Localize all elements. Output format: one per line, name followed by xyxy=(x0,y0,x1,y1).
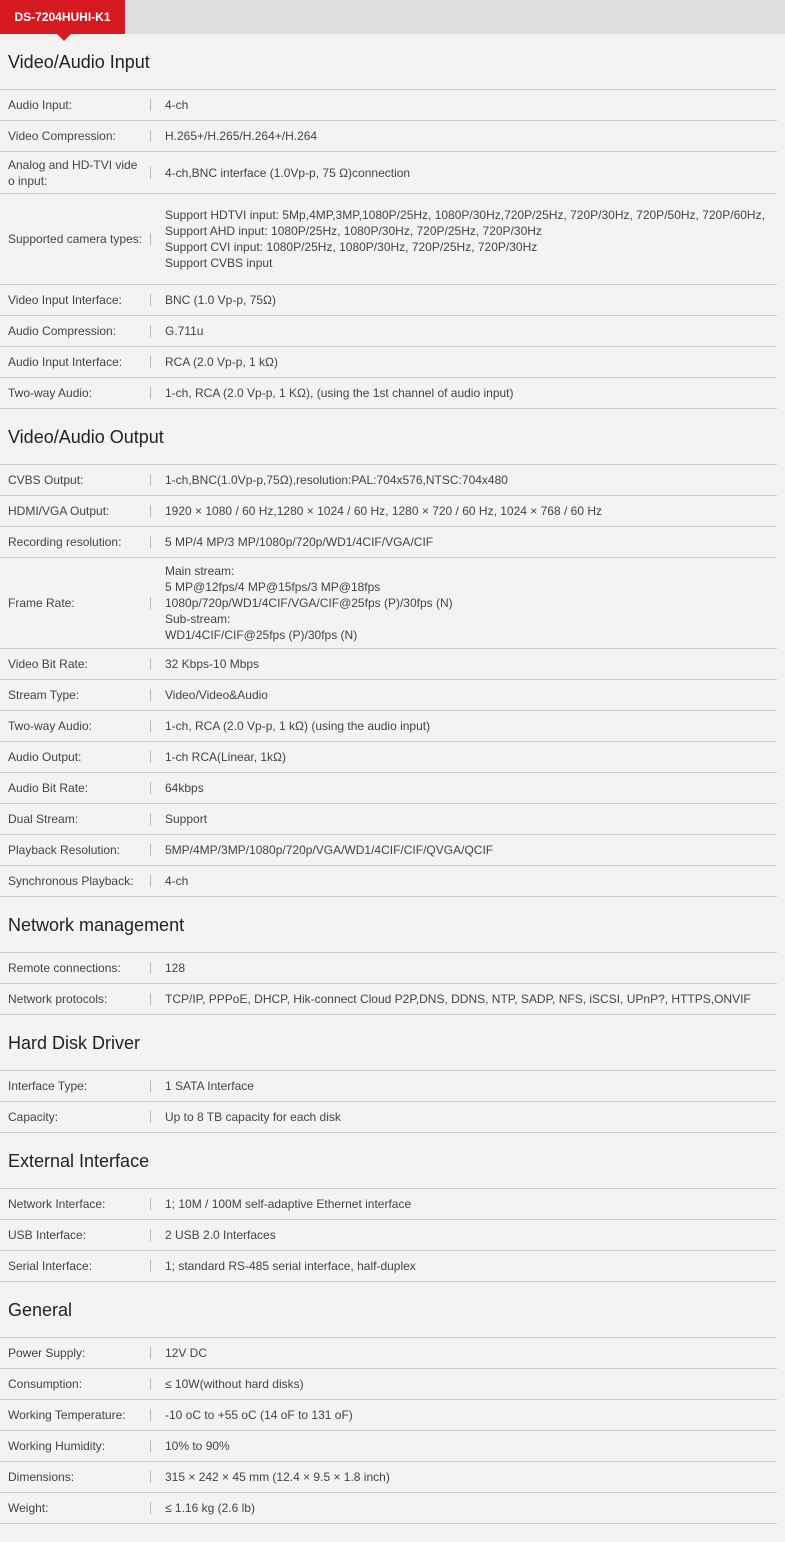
spec-value: TCP/IP, PPPoE, DHCP, Hik-connect Cloud P2P,DNS, DDNS, NTP, SADP, NFS, iSCSI, UPnP?, HTTPS,ONVIF xyxy=(165,992,751,1006)
spec-row xyxy=(0,90,777,121)
column-divider xyxy=(150,130,151,142)
spec-value: 1-ch RCA(Linear, 1kΩ) xyxy=(165,750,287,764)
spec-value: 5 MP/4 MP/3 MP/1080p/720p/WD1/4CIF/VGA/CIF xyxy=(165,535,434,549)
spec-label: CVBS Output: xyxy=(8,473,84,487)
spec-row xyxy=(0,866,777,897)
spec-row xyxy=(0,558,777,649)
spec-row xyxy=(0,496,777,527)
spec-label: Remote connections: xyxy=(8,961,121,975)
spec-section xyxy=(0,1133,777,1282)
spec-value: 5MP/4MP/3MP/1080p/720p/VGA/WD1/4CIF/CIF/QVGA/QCIF xyxy=(165,843,494,857)
column-divider xyxy=(150,536,151,548)
spec-row xyxy=(0,152,777,194)
spec-label: Weight: xyxy=(8,1501,49,1515)
column-divider xyxy=(150,875,151,887)
spec-label: Recording resolution: xyxy=(8,535,122,549)
spec-label: Two-way Audio: xyxy=(8,719,93,733)
spec-label: Audio Bit Rate: xyxy=(8,781,89,795)
spec-row xyxy=(0,316,777,347)
column-divider xyxy=(150,294,151,306)
tab-model-label: DS-7204HUHI-K1 xyxy=(14,10,111,24)
spec-value: 4-ch xyxy=(165,874,189,888)
spec-row xyxy=(0,378,777,409)
spec-row xyxy=(0,1369,777,1400)
spec-row xyxy=(0,773,777,804)
column-divider xyxy=(150,597,151,609)
column-divider xyxy=(150,844,151,856)
spec-value: 1920 × 1080 / 60 Hz,1280 × 1024 / 60 Hz, 1280 × 720 / 60 Hz, 1024 × 768 / 60 Hz xyxy=(165,504,602,518)
column-divider xyxy=(150,782,151,794)
column-divider xyxy=(150,993,151,1005)
column-divider xyxy=(150,1198,151,1210)
spec-label: Capacity: xyxy=(8,1110,59,1124)
spec-label: Working Humidity: xyxy=(8,1439,106,1453)
spec-value: ≤ 1.16 kg (2.6 lb) xyxy=(165,1501,255,1515)
spec-label: USB Interface: xyxy=(8,1228,87,1242)
spec-value: 10% to 90% xyxy=(165,1439,230,1453)
spec-section xyxy=(0,34,777,409)
spec-row xyxy=(0,194,777,285)
spec-content xyxy=(0,34,785,1524)
spec-row xyxy=(0,465,777,496)
spec-value: G.711u xyxy=(165,324,204,338)
spec-row xyxy=(0,527,777,558)
column-divider xyxy=(150,1409,151,1421)
column-divider xyxy=(150,1260,151,1272)
spec-row xyxy=(0,711,777,742)
column-divider xyxy=(150,813,151,825)
spec-row xyxy=(0,121,777,152)
spec-label: Network Interface: xyxy=(8,1197,106,1211)
spec-row xyxy=(0,680,777,711)
spec-value: H.265+/H.265/H.264+/H.264 xyxy=(165,129,318,143)
column-divider xyxy=(150,689,151,701)
spec-value: 315 × 242 × 45 mm (12.4 × 9.5 × 1.8 inch) xyxy=(165,1470,390,1484)
spec-row xyxy=(0,804,777,835)
spec-label: Stream Type: xyxy=(8,688,80,702)
spec-value: 1 SATA Interface xyxy=(165,1079,254,1093)
spec-value: -10 oC to +55 oC (14 oF to 131 oF) xyxy=(165,1408,353,1422)
spec-label: Video Input Interface: xyxy=(8,293,122,307)
spec-value: 2 USB 2.0 Interfaces xyxy=(165,1228,276,1242)
spec-label: HDMI/VGA Output: xyxy=(8,504,110,518)
spec-label: Two-way Audio: xyxy=(8,386,93,400)
spec-row xyxy=(0,742,777,773)
spec-value: Support HDTVI input: 5Mp,4MP,3MP,1080P/25Hz, 1080P/30Hz,720P/25Hz, 720P/30Hz, 720P/50Hz, 720P/60Hz, Support AHD input: 1080P/25Hz, 1080P/30Hz, 720P/25Hz, 720P/30Hz Support CVI input: 1080P/25Hz, 1080P/30Hz, 720P/25Hz, 720P/30Hz Support CVBS input xyxy=(165,208,765,270)
spec-label: Audio Input: xyxy=(8,98,73,112)
spec-row xyxy=(0,649,777,680)
spec-value: 1-ch, RCA (2.0 Vp-p, 1 KΩ), (using the 1st channel of audio input) xyxy=(165,386,514,400)
section-title: Video/Audio Output xyxy=(0,409,777,465)
spec-label: Serial Interface: xyxy=(8,1259,93,1273)
tab-model[interactable] xyxy=(0,0,125,34)
spec-label: Network protocols: xyxy=(8,992,108,1006)
spec-row xyxy=(0,1400,777,1431)
spec-row xyxy=(0,1102,777,1133)
spec-row xyxy=(0,1493,777,1524)
spec-value: 1; 10M / 100M self-adaptive Ethernet interface xyxy=(165,1197,412,1211)
spec-value: Video/Video&Audio xyxy=(165,688,268,702)
column-divider xyxy=(150,1440,151,1452)
spec-value: 32 Kbps-10 Mbps xyxy=(165,657,260,671)
spec-row xyxy=(0,835,777,866)
column-divider xyxy=(150,751,151,763)
spec-row xyxy=(0,1462,777,1493)
spec-section xyxy=(0,1282,777,1524)
spec-value: RCA (2.0 Vp-p, 1 kΩ) xyxy=(165,355,279,369)
column-divider xyxy=(150,99,151,111)
column-divider xyxy=(150,1229,151,1241)
column-divider xyxy=(150,1347,151,1359)
spec-value: Up to 8 TB capacity for each disk xyxy=(165,1110,341,1124)
spec-row xyxy=(0,1431,777,1462)
spec-row xyxy=(0,347,777,378)
spec-row xyxy=(0,1251,777,1282)
spec-value: 12V DC xyxy=(165,1346,208,1360)
spec-value: 4-ch xyxy=(165,98,189,112)
spec-label: Dimensions: xyxy=(8,1470,75,1484)
spec-row xyxy=(0,285,777,316)
column-divider xyxy=(150,1378,151,1390)
spec-value: 1; standard RS-485 serial interface, half-duplex xyxy=(165,1259,416,1273)
column-divider xyxy=(150,1471,151,1483)
section-title: Video/Audio Input xyxy=(0,34,777,90)
spec-label: Frame Rate: xyxy=(8,596,75,610)
spec-label: Audio Input Interface: xyxy=(8,355,123,369)
column-divider xyxy=(150,167,151,179)
column-divider xyxy=(150,474,151,486)
spec-section xyxy=(0,409,777,897)
spec-label: Audio Compression: xyxy=(8,324,117,338)
spec-label: Synchronous Playback: xyxy=(8,874,134,888)
spec-value: 128 xyxy=(165,961,186,975)
top-tab-bar xyxy=(0,0,785,34)
spec-label: Consumption: xyxy=(8,1377,83,1391)
spec-row xyxy=(0,1071,777,1102)
section-title: Network management xyxy=(0,897,777,953)
column-divider xyxy=(150,356,151,368)
column-divider xyxy=(150,233,151,245)
spec-row xyxy=(0,953,777,984)
spec-value: Support xyxy=(165,812,208,826)
spec-value: Main stream: 5 MP@12fps/4 MP@15fps/3 MP@18fps 1080p/720p/WD1/4CIF/VGA/CIF@25fps (P)/30fps (N) Sub-stream: WD1/4CIF/CIF@25fps (P)/30fps (N) xyxy=(165,564,453,642)
spec-value: 4-ch,BNC interface (1.0Vp-p, 75 Ω)connection xyxy=(165,165,411,180)
spec-label: Video Compression: xyxy=(8,129,116,143)
spec-row xyxy=(0,1338,777,1369)
section-title: General xyxy=(0,1282,777,1338)
spec-label: Supported camera types: xyxy=(8,232,143,246)
spec-section xyxy=(0,1015,777,1133)
spec-label: Dual Stream: xyxy=(8,812,79,826)
spec-row xyxy=(0,1220,777,1251)
spec-row xyxy=(0,984,777,1015)
spec-value: 64kbps xyxy=(165,781,204,795)
spec-label: Interface Type: xyxy=(8,1079,88,1093)
column-divider xyxy=(150,505,151,517)
spec-value: 1-ch,BNC(1.0Vp-p,75Ω),resolution:PAL:704x576,NTSC:704x480 xyxy=(165,473,508,487)
spec-label: Video Bit Rate: xyxy=(8,657,88,671)
section-title: External Interface xyxy=(0,1133,777,1189)
spec-value: 1-ch, RCA (2.0 Vp-p, 1 kΩ) (using the audio input) xyxy=(165,719,431,733)
spec-value: BNC (1.0 Vp-p, 75Ω) xyxy=(165,293,277,307)
column-divider xyxy=(150,387,151,399)
tab-pointer-arrow xyxy=(57,34,71,41)
spec-value: ≤ 10W(without hard disks) xyxy=(165,1377,304,1391)
spec-row xyxy=(0,1189,777,1220)
column-divider xyxy=(150,325,151,337)
spec-label: Working Temperature: xyxy=(8,1408,126,1422)
spec-section xyxy=(0,897,777,1015)
column-divider xyxy=(150,1080,151,1092)
spec-label: Audio Output: xyxy=(8,750,82,764)
column-divider xyxy=(150,658,151,670)
spec-label: Playback Resolution: xyxy=(8,843,121,857)
column-divider xyxy=(150,962,151,974)
spec-label: Analog and HD-TVI video input: xyxy=(8,157,138,188)
column-divider xyxy=(150,720,151,732)
column-divider xyxy=(150,1502,151,1514)
section-title: Hard Disk Driver xyxy=(0,1015,777,1071)
column-divider xyxy=(150,1111,151,1123)
spec-label: Power Supply: xyxy=(8,1346,86,1360)
